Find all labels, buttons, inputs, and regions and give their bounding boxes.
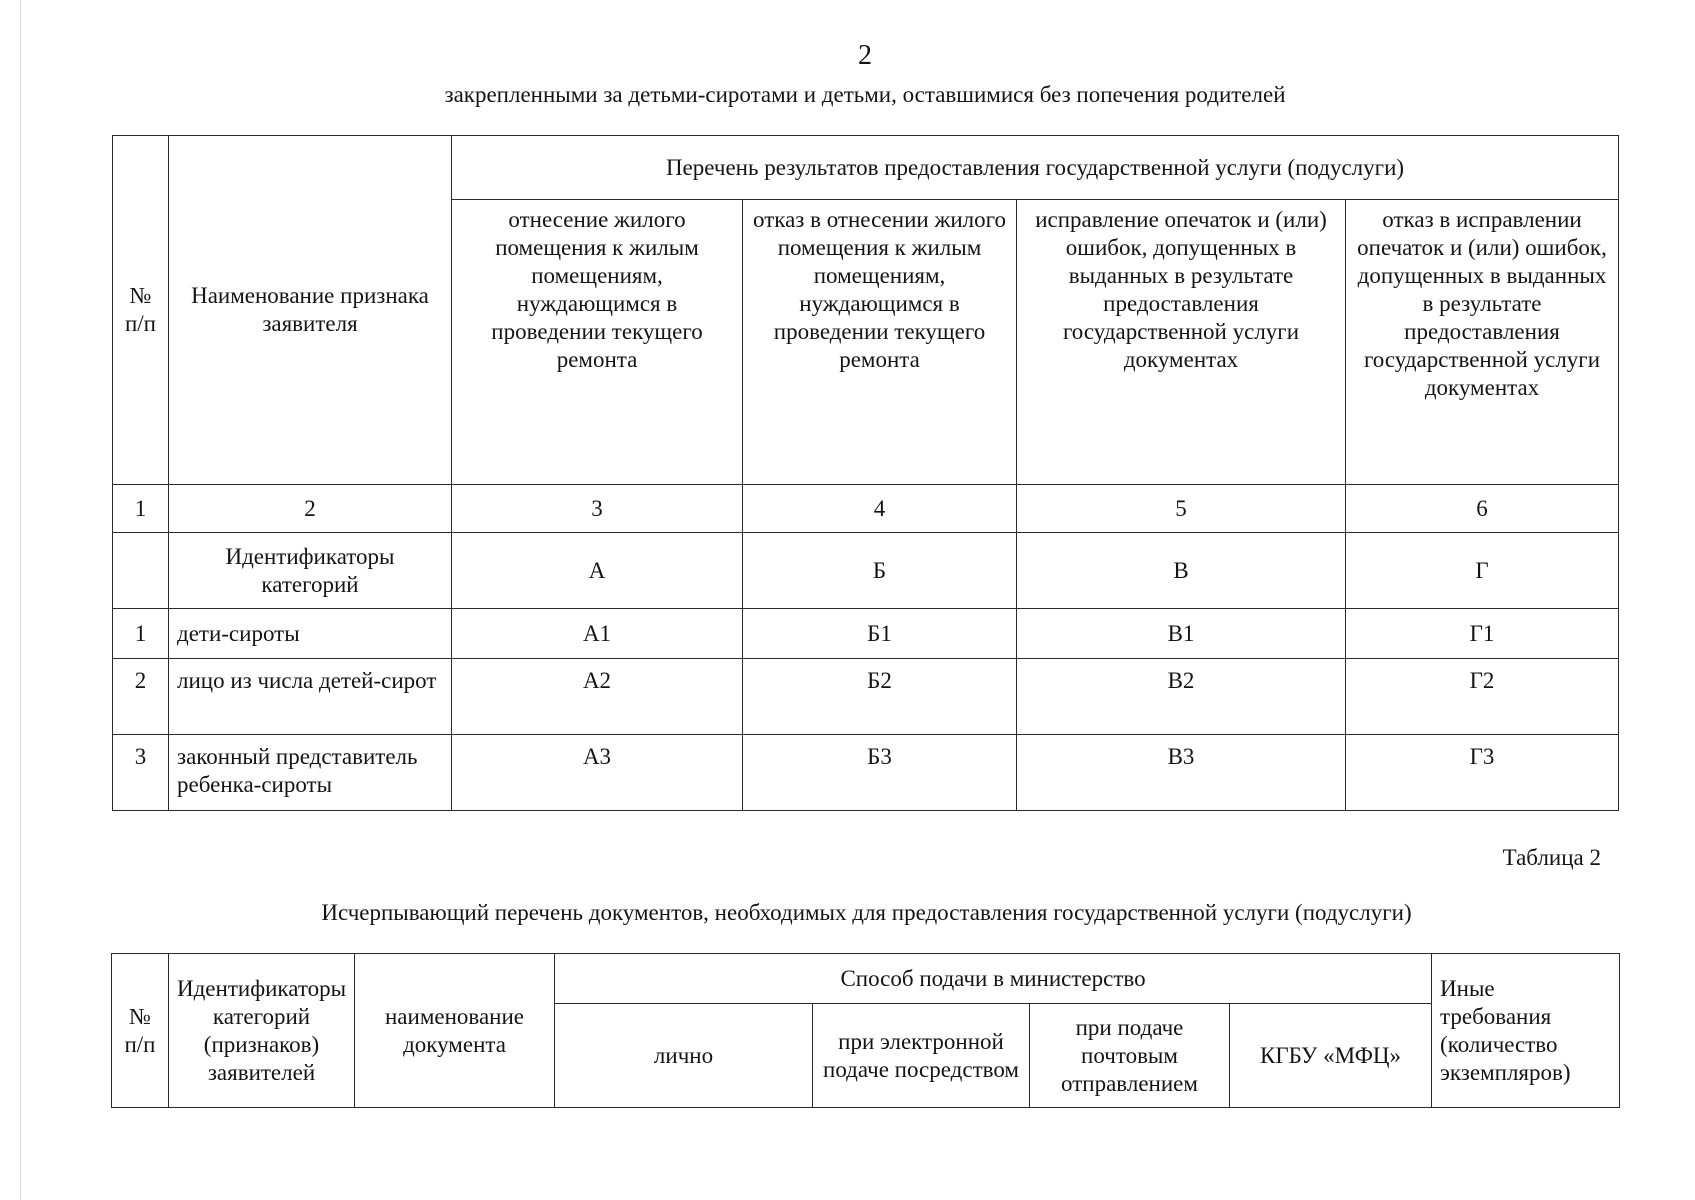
- results-group-header: Перечень результатов предоставления государственной услуги (подуслуги): [452, 136, 1619, 200]
- column-number: 4: [743, 485, 1017, 533]
- row-value: Г2: [1346, 659, 1619, 735]
- column-number: 5: [1017, 485, 1346, 533]
- row-value: Б2: [743, 659, 1017, 735]
- submission-method-mfc: КГБУ «МФЦ»: [1230, 1004, 1432, 1108]
- row-category-name: законный представитель ребенка-сироты: [169, 735, 452, 811]
- row-category-name: дети-сироты: [169, 609, 452, 659]
- column-number: 3: [452, 485, 743, 533]
- table-row: [113, 735, 1619, 811]
- row-category-name: лицо из числа детей-сирот: [169, 659, 452, 735]
- binding-margin-mark: [20, 0, 21, 1200]
- table-row: [113, 659, 1619, 735]
- column-number: 2: [169, 485, 452, 533]
- col-header-no: № п/п: [113, 136, 169, 485]
- submission-group-header: Способ подачи в министерство: [555, 954, 1432, 1004]
- row-value: Г3: [1346, 735, 1619, 811]
- row-value: Г1: [1346, 609, 1619, 659]
- col-header-other-requirements: Иные требования (количество экземпляров): [1432, 954, 1620, 1108]
- column-number: 6: [1346, 485, 1619, 533]
- result-header-refusal: отказ в отнесении жилого помещения к жилым помещениям, нуждающимся в проведении текущего ремонта: [743, 200, 1017, 485]
- page-header-line: закрепленными за детьми-сиротами и детьми, оставшимися без попечения родителей: [444, 82, 1286, 107]
- submission-method-in-person: лично: [555, 1004, 813, 1108]
- table-caption: Таблица 2: [1502, 845, 1601, 870]
- row-value: А3: [452, 735, 743, 811]
- row-value: Б3: [743, 735, 1017, 811]
- row-number: 3: [113, 735, 169, 811]
- identifier-cell: Б: [743, 533, 1017, 609]
- row-value: В1: [1017, 609, 1346, 659]
- result-header-assign: отнесение жилого помещения к жилым помещениям, нуждающимся в проведении текущего ремонта: [452, 200, 743, 485]
- result-header-correction-refusal: отказ в исправлении опечаток и (или) ошибок, допущенных в выданных в результате предоставления государственной услуги документах: [1346, 200, 1619, 485]
- row-value: В2: [1017, 659, 1346, 735]
- col-header-applicant-attribute: Наименование признака заявителя: [169, 136, 452, 485]
- row-value: В3: [1017, 735, 1346, 811]
- col-header-document-name: наименование документа: [355, 954, 555, 1108]
- identifiers-row-label: Идентификаторы категорий: [169, 533, 452, 609]
- row-value: А1: [452, 609, 743, 659]
- identifier-cell: А: [452, 533, 743, 609]
- row-number: 1: [113, 609, 169, 659]
- col-header-category-identifiers: Идентификаторы категорий (признаков) заявителей: [169, 954, 355, 1108]
- identifier-cell: Г: [1346, 533, 1619, 609]
- submission-method-electronic: при электронной подаче посредством: [813, 1004, 1030, 1108]
- row-value: А2: [452, 659, 743, 735]
- column-number: 1: [113, 485, 169, 533]
- documents-table: [111, 953, 1620, 1108]
- row-value: Б1: [743, 609, 1017, 659]
- col-header-no: № п/п: [112, 954, 169, 1108]
- identifiers-row-no: [113, 533, 169, 609]
- submission-method-postal: при подаче почтовым отправлением: [1030, 1004, 1230, 1108]
- table-row: [113, 609, 1619, 659]
- row-number: 2: [113, 659, 169, 735]
- results-table: [112, 135, 1619, 811]
- page-number: 2: [858, 40, 872, 71]
- table-title: Исчерпывающий перечень документов, необходимых для предоставления государственной услуги (подуслуги): [321, 900, 1412, 925]
- identifier-cell: В: [1017, 533, 1346, 609]
- result-header-correction: исправление опечаток и (или) ошибок, допущенных в выданных в результате предоставления государственной услуги документах: [1017, 200, 1346, 485]
